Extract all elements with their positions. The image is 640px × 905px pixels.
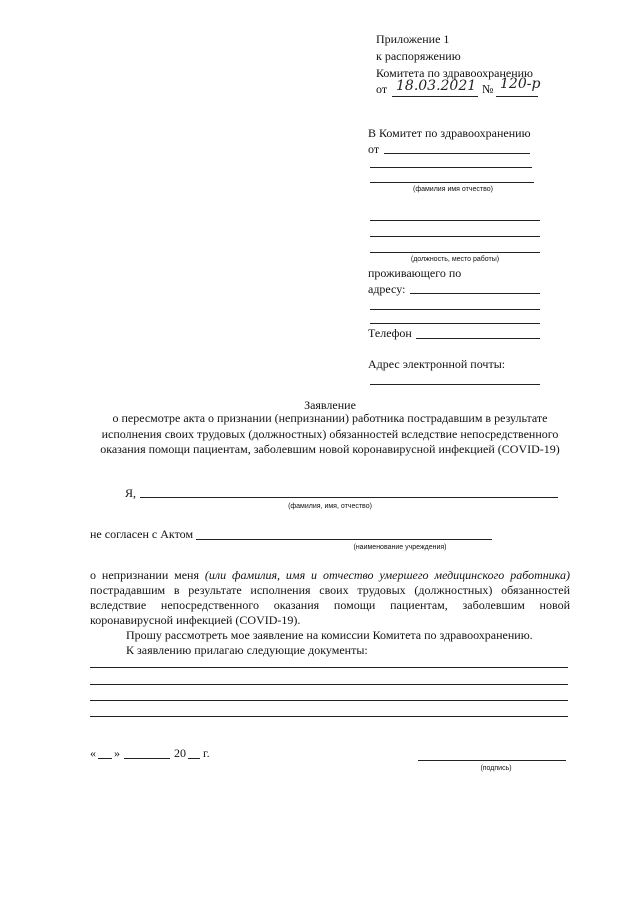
appendix-line-2: к распоряжению [376,49,461,63]
date-close-quote: » [114,746,120,760]
paragraph-line-2: пострадавшим в результате исполнения своих трудовых (должностных) обязанностей [90,583,570,597]
residing-line-2: адресу: [368,282,406,296]
email-label: Адрес электронной почты: [368,357,506,371]
date-year-line [188,758,200,759]
address-line-3 [370,323,540,324]
phone-line [416,338,540,339]
applicant-fio-caption: (фамилия, имя, отчество) [288,503,372,510]
paragraph-italic: (или фамилия, имя и отчество умершего медицинского работника) [204,568,570,582]
attachments-line-3 [90,700,568,701]
appendix-line-3: Комитета по здравоохранению [376,66,534,80]
doc-title-line-1: о пересмотре акта о признании (непризнании) работника пострадавшим в результате [112,411,548,425]
email-line [370,384,540,385]
paragraph-line-3: вследствие непосредственного оказания помощи пациентам, заболевшим новой [90,598,570,612]
fio-line-1 [384,153,530,154]
fio-line-3 [370,182,534,183]
appendix-number-handwritten: 120-р [500,76,541,92]
phone-label: Телефон [368,326,412,340]
addressee-from: от [368,142,380,156]
date-open-quote: « [90,746,96,760]
addressee-title: В Комитет по здравоохранению [368,126,531,140]
request-text: Прошу рассмотреть мое заявление на комиссии Комитета по здравоохранению. [126,628,533,642]
fio-caption: (фамилия имя отчество) [413,186,493,193]
position-line-3 [370,252,540,253]
attachments-line-4 [90,716,568,717]
date-month-line [124,758,170,759]
appendix-date-line [392,96,478,97]
applicant-fio-line [140,497,558,498]
appendix-number-line [496,96,538,97]
doc-title-line-2: исполнения своих трудовых (должностных) обязанностей вследствие непосредственного [101,427,559,441]
disagree-label: не согласен с Актом [90,527,194,541]
attach-text: К заявлению прилагаю следующие документы: [126,643,368,657]
appendix-line-1: Приложение 1 [376,32,450,46]
signature-line [418,760,566,761]
institution-caption: (наименование учреждения) [353,544,447,551]
institution-line [196,539,492,540]
appendix-number-sign: № [482,82,494,96]
attachments-line-1 [90,667,568,668]
appendix-from-prefix: от [376,82,388,96]
doc-title-line-3: оказания помощи пациентам, заболевшим новой коронавирусной инфекцией (COVID-19) [100,442,560,456]
paragraph-part-1: о непризнании меня [90,568,205,582]
paragraph-line-1 [90,569,570,582]
address-line-1 [410,293,540,294]
i-label: Я, [125,486,137,500]
position-line-2 [370,236,540,237]
date-year-suffix: г. [203,746,210,760]
position-caption: (должность, место работы) [410,256,500,263]
residing-line-1: проживающего по [368,266,462,280]
signature-caption: (подпись) [480,765,512,772]
date-day-line [98,758,112,759]
doc-heading: Заявление [304,398,356,412]
address-line-2 [370,309,540,310]
attachments-line-2 [90,684,568,685]
fio-line-2 [370,167,532,168]
position-line-1 [370,220,540,221]
date-year-prefix: 20 [174,746,186,760]
paragraph-line-4: коронавирусной инфекцией (COVID-19). [90,613,301,627]
appendix-date-handwritten: 18.03.2021 [396,78,477,94]
